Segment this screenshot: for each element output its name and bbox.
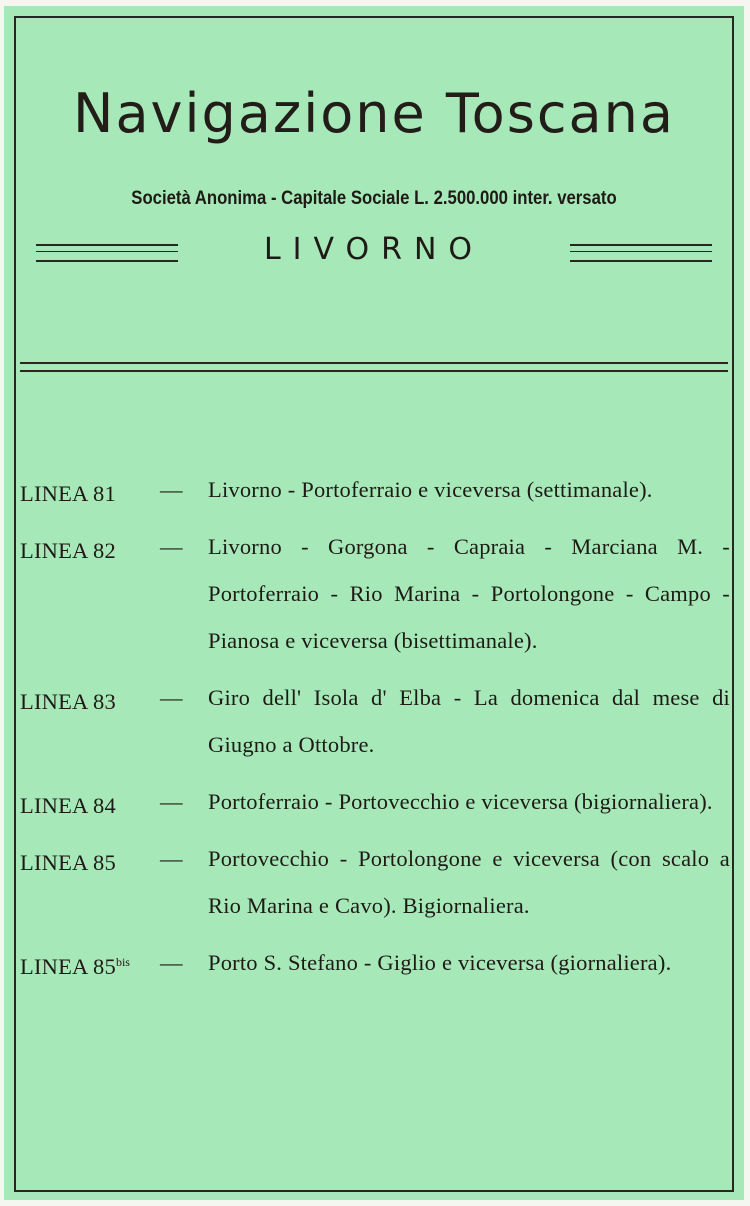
route-entry [20, 674, 730, 768]
route-dash: — [160, 950, 183, 975]
route-label: LINEA 84 [20, 793, 116, 818]
section-divider [20, 362, 728, 372]
route-description: Portovecchio - Portolongone e viceversa (con scalo a Rio Marina e Cavo). Bigiornaliera. [208, 846, 730, 918]
route-label: LINEA $85^{bis}$ [20, 954, 130, 979]
route-description: Portoferraio - Portovecchio e viceversa (bigiornaliera). [208, 789, 713, 814]
company-subtitle: Società Anonima - Capitale Sociale L. 2.500.000 inter. versato [131, 188, 617, 209]
route-label: LINEA 83 [20, 689, 116, 714]
city-name: LIVORNO [263, 232, 485, 267]
route-list [20, 466, 730, 996]
company-title: Navigazione Toscana [73, 82, 675, 145]
route-label: LINEA 81 [20, 481, 116, 506]
route-dash: — [160, 477, 183, 502]
document-page [4, 6, 744, 1200]
route-description: Porto S. Stefano - Giglio e viceversa (giornaliera). [208, 950, 672, 975]
route-entry [20, 939, 730, 986]
route-label: LINEA 82 [20, 538, 116, 563]
route-entry [20, 466, 730, 513]
route-dash: — [160, 846, 183, 871]
route-label: LINEA 85 [20, 850, 116, 875]
route-entry [20, 778, 730, 825]
city-row [34, 232, 714, 272]
route-description: Giro dell' Isola d' Elba - La domenica dal mese di Giugno a Ottobre. [208, 685, 730, 757]
route-dash: — [160, 789, 183, 814]
route-description: Livorno - Gorgona - Capraia - Marciana M. - Portoferraio - Rio Marina - Portolongone - Campo - Pianosa e viceversa (bisettimanale). [208, 534, 730, 653]
route-entry [20, 523, 730, 664]
route-entry [20, 835, 730, 929]
route-dash: — [160, 534, 183, 559]
decorative-rule-right [570, 244, 712, 262]
route-dash: — [160, 685, 183, 710]
route-description: Livorno - Portoferraio e viceversa (settimanale). [208, 477, 653, 502]
